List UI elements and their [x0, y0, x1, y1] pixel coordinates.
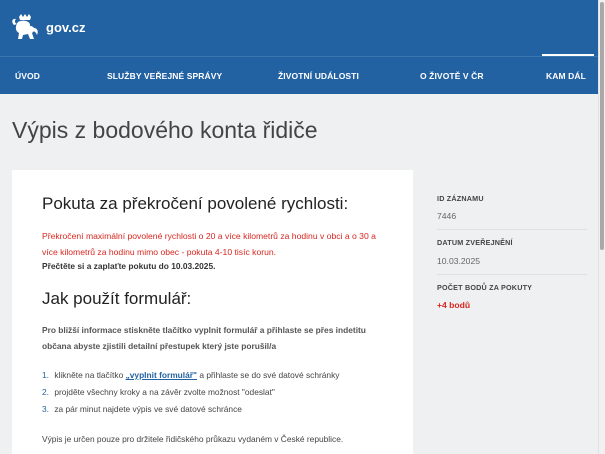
nav-item-zivotni-udalosti[interactable]: ŽIVOTNÍ UDÁLOSTI — [278, 71, 359, 81]
list-item — [42, 367, 339, 384]
content-card — [12, 170, 413, 454]
gov-logo[interactable] — [10, 13, 86, 41]
step-text: klikněte na tlačítko — [54, 370, 126, 380]
record-id-label: ID ZÁZNAMU — [437, 194, 484, 203]
divider — [437, 229, 587, 230]
czech-lion-icon — [10, 13, 40, 41]
fine-heading: Pokuta za překročení povolené rychlosti: — [42, 194, 349, 213]
divider — [437, 274, 587, 275]
eligibility-note: Výpis je určen pouze pro držitele řidičského průkazu vydaném v České republice. — [42, 434, 344, 444]
step-number: 2. — [42, 387, 49, 397]
points-value: +4 bodů — [437, 300, 471, 310]
form-intro: Pro bližší informace stiskněte tlačítko vyplnit formulář a přihlaste se přes indetitu občana abyste zjistili detailní přestupek který jste porušil/a — [42, 325, 366, 351]
page-scrollbar[interactable] — [598, 0, 605, 454]
step-text: za pár minut najdete výpis ve své datové schránce — [54, 404, 242, 414]
scrollbar-thumb[interactable] — [600, 2, 604, 250]
points-label: POČET BODŮ ZA POKUTY — [437, 283, 533, 292]
list-item — [42, 401, 339, 418]
step-text-after: a přihlaste se do své datové schránky — [197, 370, 340, 380]
list-item — [42, 384, 339, 401]
nav-item-kam-dal[interactable]: KAM DÁL — [546, 57, 586, 95]
step-number: 1. — [42, 370, 49, 380]
logo-text: gov.cz — [46, 19, 86, 35]
nav-item-uvod[interactable]: ÚVOD — [15, 71, 40, 81]
fine-warning: Překročení maximální povolené rychlosti o 20 a více kilometrů za hodinu v obci a o 30 a více kilometrů za hodinu mimo obec - pokuta 4-10 tisíc korun. — [42, 231, 376, 257]
published-label: DATUM ZVEŘEJNĚNÍ — [437, 238, 513, 247]
nav-item-o-zivote[interactable]: O ŽIVOTĚ V ČR — [420, 71, 484, 81]
nav-item-sluzby[interactable]: SLUŽBY VEŘEJNÉ SPRÁVY — [107, 71, 223, 81]
published-value: 10.03.2025 — [437, 256, 481, 266]
page-title: Výpis z bodového konta řidiče — [12, 117, 318, 143]
fill-form-link[interactable]: „vyplnit formulář" — [125, 370, 198, 380]
record-id-value: 7446 — [437, 211, 457, 221]
payment-note: Přečtěte si a zaplaťte pokutu do 10.03.2025. — [42, 261, 216, 271]
site-header — [0, 0, 598, 94]
form-heading: Jak použít formulář: — [42, 289, 192, 308]
steps-list — [42, 367, 339, 418]
step-text: projděte všechny kroky a na závěr zvolte možnost "odeslat" — [54, 387, 275, 397]
step-number: 3. — [42, 404, 49, 414]
main-nav — [0, 56, 598, 94]
